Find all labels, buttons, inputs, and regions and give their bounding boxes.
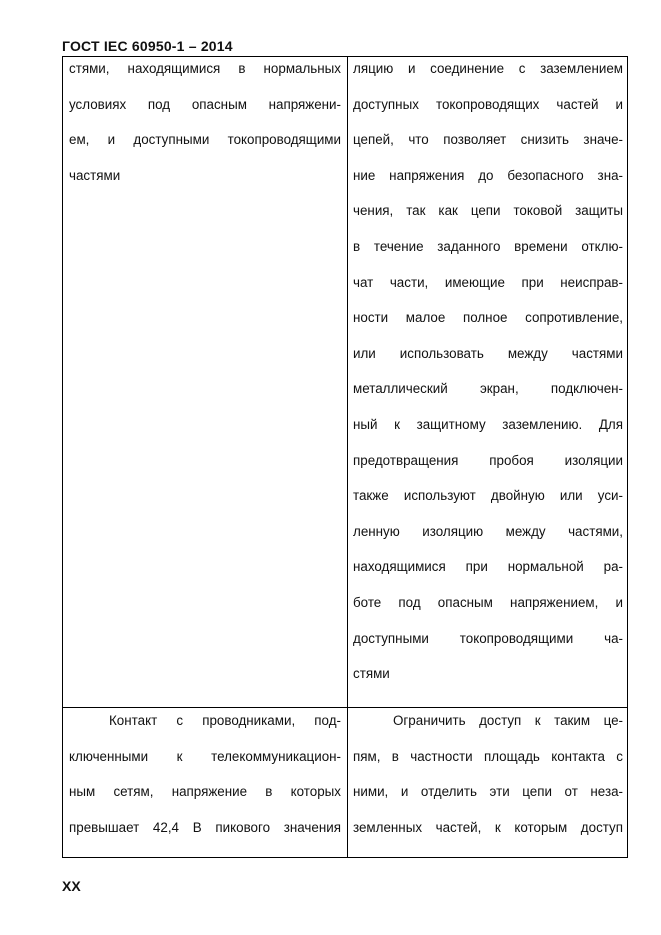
text-line: земленных частей, к которым доступ — [353, 819, 623, 835]
text-line: Ограничить доступ к таким це- — [393, 713, 623, 728]
page-number: XX — [62, 878, 81, 894]
text-line: доступных токопроводящих частей и — [353, 96, 623, 112]
column-divider — [347, 57, 348, 857]
text-line: ние напряжения до безопасного зна- — [353, 167, 623, 183]
text-line: ними, и отделить эти цепи от неза- — [353, 784, 623, 800]
text-line: чения, так как цепи токовой защиты — [353, 203, 623, 219]
text-line: ности малое полное сопротивление, — [353, 310, 623, 326]
document-header: ГОСТ IEC 60950-1 – 2014 — [62, 38, 233, 54]
text-line: условиях под опасным напряжени- — [69, 96, 341, 112]
text-line: чат части, имеющие при неисправ- — [353, 274, 623, 290]
text-line: находящимися при нормальной ра- — [353, 559, 623, 575]
text-line: ный к защитному заземлению. Для — [353, 416, 623, 432]
text-line: ленную изоляцию между частями, — [353, 523, 623, 539]
requirements-table — [62, 56, 628, 858]
text-line: или использовать между частями — [353, 345, 623, 361]
text-line: ляцию и соединение с заземлением — [353, 61, 623, 76]
text-line: ем, и доступными токопроводящими — [69, 132, 341, 148]
text-line: пям, в частности площадь контакта с — [353, 748, 623, 764]
text-line: доступными токопроводящими ча- — [353, 630, 623, 646]
row2-left-cell — [69, 709, 341, 851]
text-line: стями — [353, 666, 390, 682]
text-line: цепей, что позволяет снизить значе- — [353, 132, 623, 148]
text-line: металлический экран, подключен- — [353, 381, 623, 397]
text-line: превышает 42,4 В пикового значения — [69, 819, 341, 835]
text-line: боте под опасным напряжением, и — [353, 594, 623, 610]
text-line: предотвращения пробоя изоляции — [353, 452, 623, 468]
row1-right-cell — [353, 57, 623, 698]
row2-right-cell — [353, 709, 623, 851]
text-line: также используют двойную или уси- — [353, 488, 623, 504]
text-line: ключенными к телекоммуникацион- — [69, 748, 341, 764]
text-line: частями — [69, 167, 121, 183]
text-line: ным сетям, напряжение в которых — [69, 784, 341, 800]
text-line: Контакт с проводниками, под- — [109, 713, 341, 728]
row1-left-cell — [69, 57, 341, 199]
text-line: в течение заданного времени отклю- — [353, 238, 623, 254]
text-line: стями, находящимися в нормальных — [69, 61, 341, 76]
row-divider — [63, 707, 627, 708]
